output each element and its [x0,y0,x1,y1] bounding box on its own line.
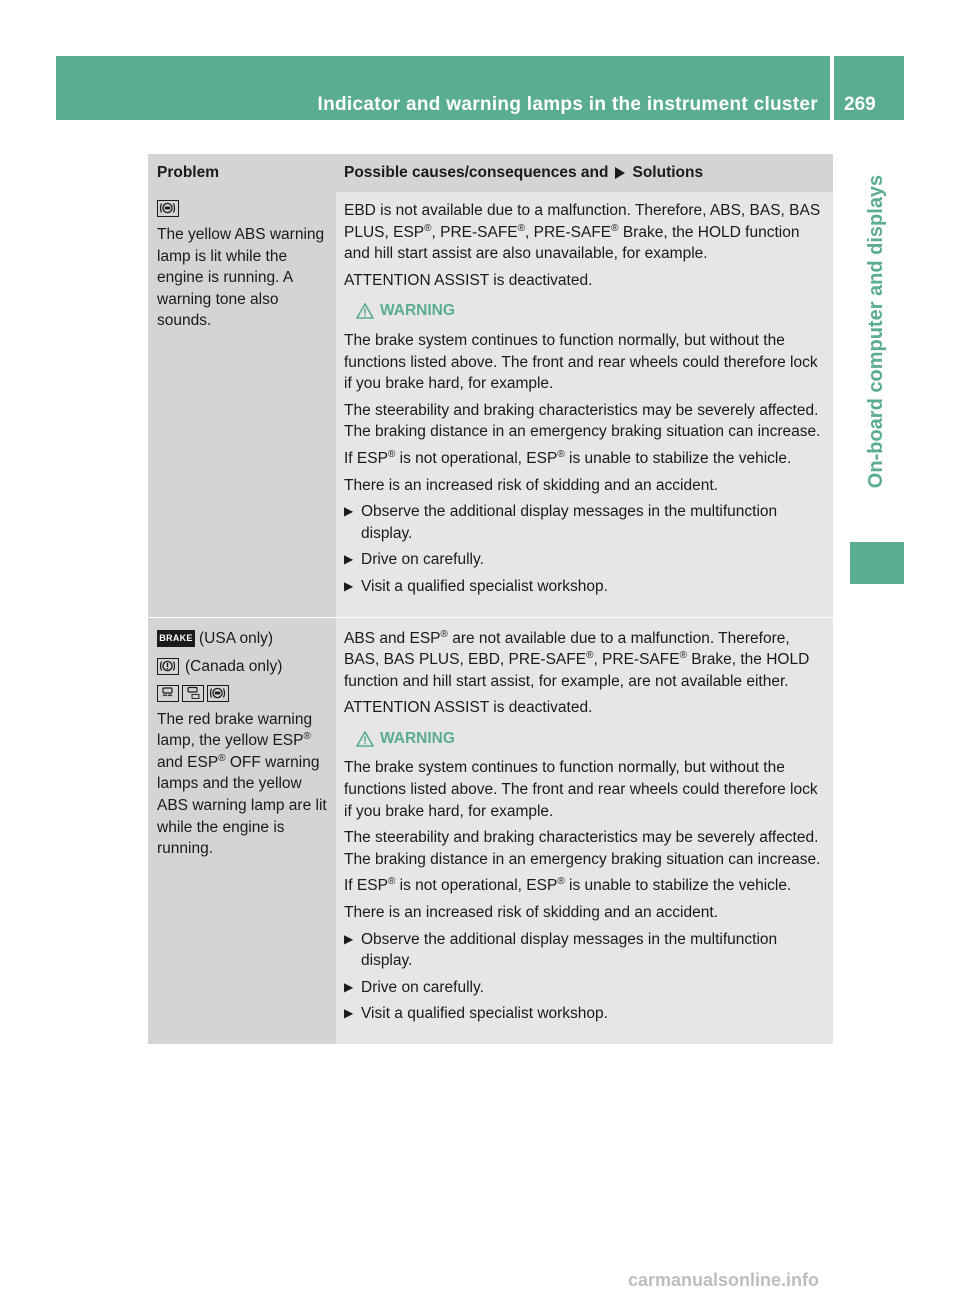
step-arrow-icon: ▶ [344,552,354,567]
arrow-right-icon [612,165,628,181]
solution-step: ▶ Observe the additional display messages in the multifunction display. [344,501,827,544]
abs-warning-lamp-icon [207,685,229,702]
warning-label: WARNING [380,729,455,747]
table-row [148,192,833,617]
abs-warning-lamp-icon [157,200,179,217]
warning-text: There is an increased risk of skidding and an accident. [344,904,718,922]
problem-solution-table [148,154,833,1044]
problem-cell [148,192,336,617]
step-arrow-icon: ▶ [344,931,354,946]
column-header-solutions [336,154,833,192]
attention-assist-note: ATTENTION ASSIST is deactivated. [344,271,593,289]
page-header [56,56,830,120]
page-title: Indicator and warning lamps in the instrument cluster [317,94,818,115]
usa-only-label: (USA only) [199,629,274,647]
step-arrow-icon: ▶ [344,504,354,519]
chapter-title: On-board computer and displays [865,174,888,488]
brake-circle-lamp-icon [157,658,179,675]
esp-warning-lamp-icon [157,685,179,702]
page-number: 269 [844,94,876,115]
warning-heading [356,300,827,322]
step-arrow-icon: ▶ [344,578,354,593]
warning-text: The brake system continues to function normally, but without the functions listed above. The front and rear wheels could therefore lock if you brake hard, for example. [344,759,818,820]
footer-watermark[interactable]: carmanualsonline.info [628,1270,820,1290]
warning-text: If ESP® is not operational, ESP® is unable to stabilize the vehicle. [344,448,792,467]
warning-text: If ESP® is not operational, ESP® is unable to stabilize the vehicle. [344,876,792,895]
warning-text: The brake system continues to function normally, but without the functions listed above. The front and rear wheels could therefore lock if you brake hard, for example. [344,331,818,393]
attention-assist-note: ATTENTION ASSIST is deactivated. [344,699,593,717]
step-arrow-icon: ▶ [344,1006,354,1021]
lamp-icon-line [157,656,332,678]
cause-paragraph: EBD is not available due to a malfunction. Therefore, ABS, BAS, BAS PLUS, ESP®, PRE-SAFE®, PRE-SAFE® Brake, the HOLD function and hill start assist are also unavailable, for example. [344,202,821,263]
solution-step: ▶ Visit a qualified specialist workshop. [344,1003,827,1025]
canada-only-label: (Canada only) [185,658,283,676]
solution-step: ▶ Observe the additional display messages in the multifunction display. [344,929,827,972]
cause-paragraph: ABS and ESP® are not available due to a malfunction. Therefore, BAS, BAS PLUS, EBD, PRE-SAFE®, PRE-SAFE® Brake, the HOLD function and hill start assist, for example, are not available either. [344,628,810,690]
lamp-icon-line [157,628,332,650]
solution-step: ▶ Drive on carefully. [344,977,827,999]
page-number-box [834,56,904,120]
problem-cell [148,618,336,1045]
solution-cell [336,618,833,1045]
chapter-marker [850,542,904,584]
solution-cell [336,192,833,617]
solution-step: ▶ Drive on carefully. [344,549,827,571]
warning-heading [356,728,827,750]
esp-off-warning-lamp-icon [182,685,204,702]
solution-step: ▶ Visit a qualified specialist workshop. [344,576,827,598]
lamp-icon-line [157,685,332,702]
warning-triangle-icon [356,303,374,319]
column-header-solutions-pre: Possible causes/consequences and [344,164,609,181]
warning-text: The steerability and braking characteristics may be severely affected. The braking distance in an emergency braking situation can increase. [344,829,821,868]
step-arrow-icon: ▶ [344,979,354,994]
warning-text: The steerability and braking characteristics may be severely affected. The braking distance in an emergency braking situation can increase. [344,401,821,441]
warning-triangle-icon [356,731,374,747]
table-header [148,154,833,192]
column-header-solutions-post: Solutions [632,164,704,181]
brake-warning-lamp-icon: BRAKE [157,630,195,647]
column-header-problem: Problem [157,164,220,181]
lamp-icon-line [157,200,332,217]
warning-label: WARNING [380,302,455,320]
warning-text: There is an increased risk of skidding and an accident. [344,476,718,494]
table-row [148,617,833,1045]
problem-description: The yellow ABS warning lamp is lit while the engine is running. A warning tone also sounds. [157,226,325,330]
chapter-side-tab [850,122,904,540]
problem-description: The red brake warning lamp, the yellow ESP® and ESP® OFF warning lamps and the yellow ABS warning lamp are lit while the engine is running. [157,710,327,858]
